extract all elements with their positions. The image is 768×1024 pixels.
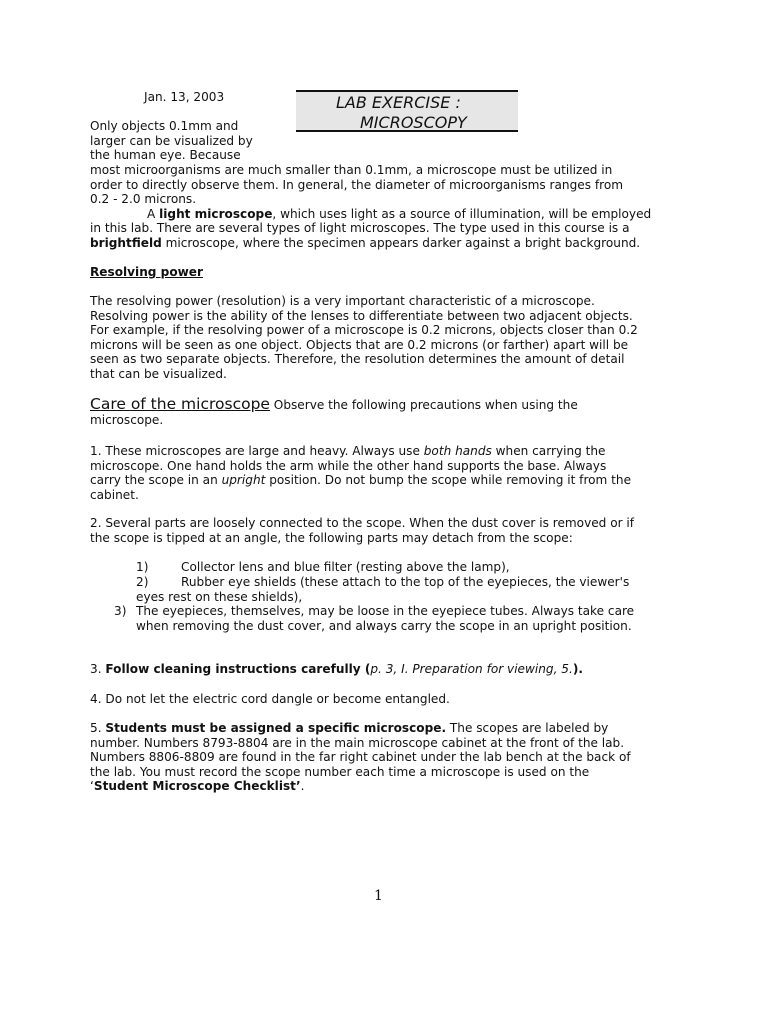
document-date: Jan. 13, 2003 bbox=[144, 90, 225, 104]
care-heading-line bbox=[90, 397, 680, 413]
assigned-microscope-bold: Students must be assigned a specific microscope. bbox=[105, 721, 447, 735]
list-item bbox=[90, 575, 680, 590]
light-microscope-term: light microscope bbox=[159, 206, 273, 221]
care-item-3 bbox=[90, 662, 680, 677]
brightfield-term: brightfield bbox=[90, 235, 162, 250]
text-run: ‘ bbox=[90, 779, 94, 794]
list-text: Collector lens and blue filter (resting above the lamp), bbox=[181, 560, 510, 574]
intro-line: order to directly observe them. In general, the diameter of microorganisms ranges from bbox=[90, 177, 623, 192]
intro-line: larger can be visualized by bbox=[90, 133, 253, 148]
intro-line bbox=[90, 207, 680, 222]
paragraph-line: 2. Several parts are loosely connected to the scope. When the dust cover is removed or if bbox=[90, 516, 635, 530]
paragraph-line bbox=[90, 779, 680, 794]
care-heading: Care of the microscope bbox=[90, 395, 270, 413]
resolving-power-paragraph bbox=[90, 294, 680, 382]
paragraph-line bbox=[90, 473, 680, 488]
paragraph-line: For example, if the resolving power of a microscope is 0.2 microns, objects closer than 0.2 bbox=[90, 323, 638, 338]
paragraph-line: the scope is tipped at an angle, the following parts may detach from the scope: bbox=[90, 530, 573, 545]
text-run: 5. bbox=[90, 721, 106, 735]
text-run: The scopes are labeled by bbox=[446, 721, 609, 735]
care-section-intro bbox=[90, 397, 680, 427]
intro-line: most microorganisms are much smaller than 0.1mm, a microscope must be utilized in bbox=[90, 163, 613, 177]
text-run: position. Do not bump the scope while removing it from the bbox=[265, 473, 632, 488]
paragraph-line bbox=[90, 444, 680, 459]
list-number: 1) bbox=[136, 560, 149, 574]
paragraph-line: seen as two separate objects. Therefore, the resolution determines the amount of detail bbox=[90, 352, 625, 367]
title-box bbox=[296, 90, 518, 132]
text-run: 1. These microscopes are large and heavy. Always use bbox=[90, 444, 424, 458]
paragraph-line: the lab. You must record the scope number each time a microscope is used on the bbox=[90, 764, 590, 779]
paragraph-line: microns will be seen as one object. Objects that are 0.2 microns (or farther) apart will be bbox=[90, 337, 629, 352]
care-item-5 bbox=[90, 721, 680, 794]
list-text: eyes rest on these shields), bbox=[136, 590, 303, 604]
list-text: when removing the dust cover, and always carry the scope in an upright position. bbox=[136, 619, 632, 633]
list-number: 2) bbox=[136, 575, 149, 589]
intro-line: in this lab. There are several types of light microscopes. The type used in this course is a bbox=[90, 221, 630, 236]
emphasis-upright: upright bbox=[221, 473, 266, 488]
cleaning-reference: p. 3, I. Preparation for viewing, 5. bbox=[370, 662, 573, 676]
intro-line: 0.2 - 2.0 microns. bbox=[90, 192, 197, 207]
paragraph-line bbox=[90, 721, 680, 736]
text-run: . bbox=[300, 779, 305, 794]
care-item-2 bbox=[90, 516, 680, 545]
checklist-name-bold: Student Microscope Checklist’ bbox=[93, 779, 301, 794]
text-run: , which uses light as a source of illumination, will be employed bbox=[272, 206, 652, 221]
title-line-1: LAB EXERCISE : bbox=[336, 93, 461, 112]
text-run: microscope, where the specimen appears darker against a bright background. bbox=[161, 235, 641, 250]
list-text: The eyepieces, themselves, may be loose in the eyepiece tubes. Always take care bbox=[136, 604, 635, 618]
care-item-1 bbox=[90, 444, 680, 502]
resolving-power-heading: Resolving power bbox=[90, 265, 203, 279]
paragraph-line: number. Numbers 8793-8804 are in the main microscope cabinet at the front of the lab. bbox=[90, 735, 625, 750]
text-run: ). bbox=[572, 662, 583, 676]
intro-line: the human eye. Because bbox=[90, 148, 241, 163]
intro-line: Only objects 0.1mm and bbox=[90, 119, 239, 133]
list-item-continued bbox=[90, 590, 680, 604]
text-run: when carrying the bbox=[491, 444, 606, 458]
cleaning-instructions-bold: Follow cleaning instructions carefully ( bbox=[105, 662, 371, 676]
list-number: 3) bbox=[114, 604, 127, 618]
intro-left-column bbox=[90, 119, 270, 163]
page-number: 1 bbox=[374, 888, 383, 904]
list-item bbox=[90, 560, 680, 575]
paragraph-line: Numbers 8806-8809 are found in the far right cabinet under the lab bench at the back of bbox=[90, 750, 631, 765]
text-run: 3. bbox=[90, 662, 106, 676]
emphasis-both-hands: both hands bbox=[423, 444, 492, 458]
care-item-4: 4. Do not let the electric cord dangle or become entangled. bbox=[90, 692, 450, 706]
paragraph-line: cabinet. bbox=[90, 487, 139, 502]
paragraph-line: Resolving power is the ability of the lenses to differentiate between two adjacent objects. bbox=[90, 308, 633, 323]
paragraph-line: microscope. One hand holds the arm while the other hand supports the base. Always bbox=[90, 458, 607, 473]
paragraph-line: microscope. bbox=[90, 412, 164, 427]
list-text: Rubber eye shields (these attach to the top of the eyepieces, the viewer's bbox=[181, 575, 630, 589]
list-item-continued bbox=[90, 619, 680, 634]
intro-paragraph bbox=[90, 163, 680, 251]
text-run: A bbox=[147, 206, 160, 221]
paragraph-line: that can be visualized. bbox=[90, 366, 227, 381]
detachable-parts-list bbox=[90, 560, 680, 634]
intro-line bbox=[90, 236, 680, 251]
paragraph-line: The resolving power (resolution) is a very important characteristic of a microscope. bbox=[90, 294, 595, 308]
text-run: carry the scope in an bbox=[90, 473, 222, 488]
list-item bbox=[90, 604, 680, 619]
title-line-2: MICROSCOPY bbox=[360, 113, 467, 132]
text-run: Observe the following precautions when using the bbox=[269, 398, 578, 412]
